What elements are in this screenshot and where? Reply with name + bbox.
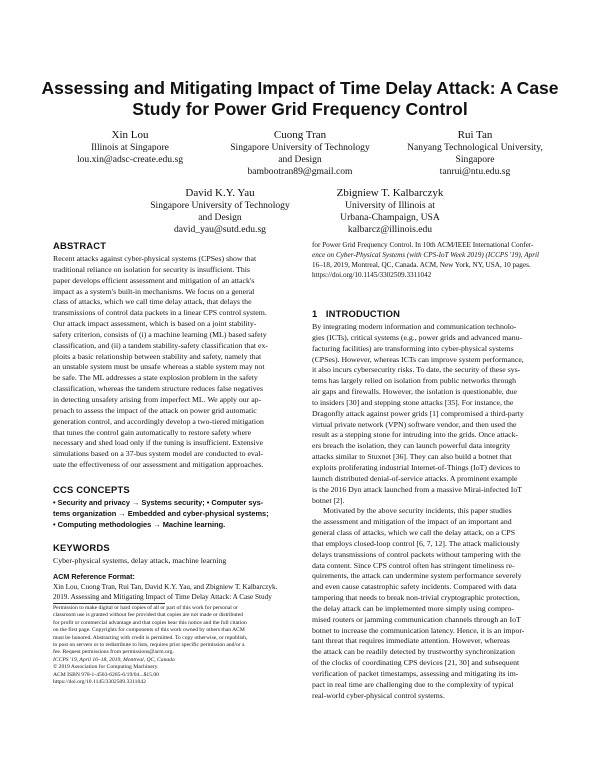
keywords-heading: KEYWORDS: [53, 542, 110, 553]
abstract-line: be safe. The ML addresses a state explosion problem in the safety: [53, 373, 258, 383]
intro-line: result as a stepping stone for intruding into the grids. Once attack-: [312, 430, 519, 440]
intro-line: Dragonfly attack against power grids [1] compromised a third-party: [312, 408, 524, 418]
permission-line: on the first page. Copyrights for components of this work owned by others than ACM: [53, 627, 245, 634]
intro-line: launch distributed denial-of-service attacks. A prominent example: [312, 473, 518, 483]
intro-line: gies (ICTs), critical systems (e.g., power grids and advanced manu-: [312, 332, 523, 342]
author-name: Cuong Tran: [273, 129, 327, 141]
intro-line: tant threat that requires immediate attention. However, whereas: [312, 636, 510, 646]
author-affiliation: Singapore University of Technology: [230, 142, 370, 153]
author-affiliation: Urbana-Champaign, USA: [340, 212, 440, 224]
abstract-line: that tunes the control gain automatically to restore safety where: [53, 427, 252, 437]
abstract-line: classification, and (ii) a tandem stability-safety classification that ex-: [53, 340, 268, 350]
abstract-line: generation control, and accordingly develop a two-tiered mitigation: [53, 416, 264, 426]
author-email: tanrui@ntu.edu.sg: [439, 166, 511, 178]
venue-line: ICCPS '19, April 16–18, 2019, Montreal, QC, Canada: [53, 656, 175, 663]
author-email: david_yau@sutd.edu.sg: [174, 224, 266, 236]
author-name: Zbigniew T. Kalbarczyk: [336, 187, 444, 199]
intro-line: the attack can be readily detected by trustworthy synchronization: [312, 647, 516, 657]
author-email: kalbarcz@illinois.edu: [347, 224, 433, 236]
intro-line: verification of packet timestamps, assessing and mitigating its im-: [312, 669, 519, 678]
abstract-line: Recent attacks against cyber-physical systems (CPSes) show that: [53, 254, 257, 263]
ccs-line: tems organization → Embedded and cyber-physical systems;: [53, 508, 269, 518]
intro-line: to insiders [30] and stepping stone attacks [35]. For instance, the: [312, 397, 514, 407]
intro-line: air gaps and firewalls. However, the isolation is questionable, due: [312, 387, 517, 397]
intro-line: it also incurs cybersecurity risks. To date, the security of these sys-: [312, 365, 521, 375]
author-block: [60, 128, 200, 166]
footnote-rule: [53, 603, 165, 604]
intro-line: that employs closed-loop control [6, 7, 12]. The attack maliciously: [312, 538, 520, 548]
abstract-line: in detecting unsafety arising from imperfect ML. We apply our ap-: [53, 394, 262, 404]
intro-line: delays transmissions of control packets without tampering with the: [312, 549, 521, 559]
abstract-line: class of attacks, which we call time delay attack, that delays the: [53, 297, 252, 307]
intro-line: virtual private network (VPN) software vendor, and then used the: [312, 419, 517, 429]
intro-line: is the 2016 Dyn attack launched from a massive Mirai-infected IoT: [312, 484, 523, 494]
acm-ref-body: [53, 582, 291, 602]
intro-line: By integrating modern information and communication technolo-: [312, 322, 517, 331]
intro-line: botnet [2].: [312, 495, 345, 505]
abstract-line: ploits a basic relationship between stability and safety, namely that: [53, 351, 262, 361]
author-block: [215, 128, 385, 179]
abstract-line: transmissions of control data packets in a linear CPS control system.: [53, 308, 267, 318]
intro-line: the assessment and mitigation of the impact of an important and: [312, 517, 512, 527]
author-affiliation: and Design: [198, 212, 242, 224]
intro-line: botnet to increase the communication latency. Hence, it is an impor-: [312, 625, 525, 635]
permission-line: for profit or commercial advantage and that copies bear this notice and the full citation: [53, 619, 247, 626]
abstract-line: classification, whereas the tandem structure reduces false negatives: [53, 384, 263, 394]
permission-notice: [53, 605, 291, 686]
doi-link[interactable]: https://doi.org/10.1145/3302509.3311042: [312, 271, 432, 279]
abstract-line: simulations based on a 37-bus system model are conducted to eval-: [53, 449, 264, 459]
author-affiliation: Singapore University of Technology: [150, 200, 290, 211]
intro-line: mised routers or jamming communication channels through an IoT: [312, 614, 521, 624]
author-name: Rui Tan: [457, 129, 493, 141]
acm-ref-line: Xin Lou, Cuong Tran, Rui Tan, David K.Y. Yau, and Zbigniew T. Kalbarczyk.: [53, 583, 278, 591]
introduction-body: [312, 322, 548, 702]
intro-line: of the clocks of coordinating CPS devices [21, 30] and subsequent: [312, 658, 520, 668]
ccs-line: • Computing methodologies → Machine learning.: [53, 519, 226, 529]
abstract-line: Our attack impact assessment, which is based on a joint stability-: [53, 319, 257, 329]
abstract-line: proach to assess the impact of the attack on power grid automatic: [53, 405, 257, 415]
author-affiliation: University of Illinois at: [345, 200, 435, 211]
doi-link[interactable]: https://doi.org/10.1145/3302509.3311042: [53, 679, 146, 686]
abstract-line: an unstable system must be unsafe whereas a stable system may not: [53, 362, 265, 372]
abstract-line: safety criterion, consists of (i) a machine learning (ML) based safety: [53, 329, 267, 339]
intro-line: facturing facilities) are transforming into cyber-physical systems: [312, 343, 514, 353]
ccs-heading: CCS CONCEPTS: [53, 484, 130, 495]
abstract-line: traditional reliance on isolation for security is insufficient. This: [53, 264, 250, 274]
author-affiliation: and Design: [278, 154, 322, 166]
intro-line: (CPSes). However, whereas ICTs can improve system performance,: [312, 354, 524, 364]
keywords-body: Cyber-physical systems, delay attack, machine learning: [53, 556, 227, 565]
intro-line: ers breach the isolation, they can launch powerful data integrity: [312, 441, 511, 451]
author-email: bambootran89@gmail.com: [247, 166, 353, 178]
intro-line: and even cause catastrophic safety incidents. Compared with data: [312, 582, 517, 592]
intro-line: general class of attacks, which we call the delay attack, on a CPS: [312, 528, 516, 538]
acm-ref-line: 2019. Assessing and Mitigating Impact of Time Delay Attack: A Case Study: [53, 593, 272, 601]
intro-line: quirements, the attack can undermine system performance severely: [312, 571, 522, 581]
ccs-body: [53, 498, 291, 531]
intro-line: real-world cyber-physical control systems.: [312, 690, 445, 700]
acm-ref-continuation: [312, 240, 548, 280]
author-name: Xin Lou: [111, 129, 149, 141]
ref-line: 16–18, 2019, Montreal, QC, Canada. ACM, New York, NY, USA, 10 pages.: [312, 261, 531, 269]
permission-line: fee. Request permissions from permissions@acm.org.: [53, 649, 174, 656]
intro-line: pact in real time are challenging due to the complexity of typical: [312, 679, 514, 689]
intro-line: Motivated by the above security incidents, this paper studies: [323, 506, 512, 516]
abstract-line: paper develops efficient assessment and mitigation of an attack's: [53, 275, 255, 285]
isbn-line: ACM ISBN 978-1-4503-6285-6/19/04...$15.00: [53, 671, 159, 678]
abstract-line: uate the effectiveness of our assessment and mitigation approaches.: [53, 460, 264, 470]
abstract-line: necessary and shed load only if the tuning is insufficient. Extensive: [53, 438, 264, 448]
author-affiliation: Nanyang Technological University,: [407, 142, 543, 153]
permission-line: Permission to make digital or hard copies of all or part of this work for personal or: [53, 605, 238, 611]
intro-line: tems has largely relied on isolation from public networks through: [312, 376, 517, 386]
permission-line: classroom use is granted without fee provided that copies are not made or distributed: [53, 612, 243, 619]
ref-line: ence on Cyber-Physical Systems (with CPS-IoT Week 2019) (ICCPS '19), April: [312, 251, 540, 259]
intro-line: tampering that needs to break non-trivial cryptographic protection,: [312, 593, 520, 603]
abstract-body: [53, 254, 291, 471]
permission-line: to post on servers or to redistribute to lists, requires prior specific permission and/or a: [53, 642, 245, 649]
abstract-heading: ABSTRACT: [53, 240, 107, 251]
intro-line: data content. Since CPS control often has stringent timeliness re-: [312, 560, 515, 570]
author-affiliation: Illinois at Singapore: [91, 142, 169, 153]
author-block: [135, 186, 305, 237]
paper-title: Assessing and Mitigating Impact of Time Delay Attack: A Case Study for Power Grid Frequency Control: [41, 78, 559, 119]
intro-line: the delay attack can be implemented more simply using compro-: [312, 603, 515, 613]
permission-line: must be honored. Abstracting with credit is permitted. To copy otherwise, or republish,: [53, 634, 248, 641]
author-block: [305, 186, 475, 237]
intro-line: attacks similar to Stuxnet [36]. They can also build a botnet that: [312, 452, 512, 462]
acm-ref-heading: ACM Reference Format:: [53, 572, 135, 581]
intro-line: exploits proliferating industrial Internet-of-Things (IoT) devices to: [312, 462, 521, 472]
introduction-heading: 1 INTRODUCTION: [312, 308, 401, 319]
ccs-line: • Security and privacy → Systems security; • Computer sys-: [53, 498, 264, 507]
author-affiliation: Singapore: [455, 154, 495, 166]
copyright-line: © 2019 Association for Computing Machinery.: [53, 664, 159, 671]
author-name: David K.Y. Yau: [185, 187, 255, 199]
author-block: [390, 128, 560, 179]
ref-line: for Power Grid Frequency Control. In 10th ACM/IEEE International Confer-: [312, 241, 534, 249]
abstract-line: impact as a system's built-in mechanisms. We focus on a general: [53, 286, 255, 296]
author-email: lou.xin@adsc-create.edu.sg: [76, 154, 184, 166]
